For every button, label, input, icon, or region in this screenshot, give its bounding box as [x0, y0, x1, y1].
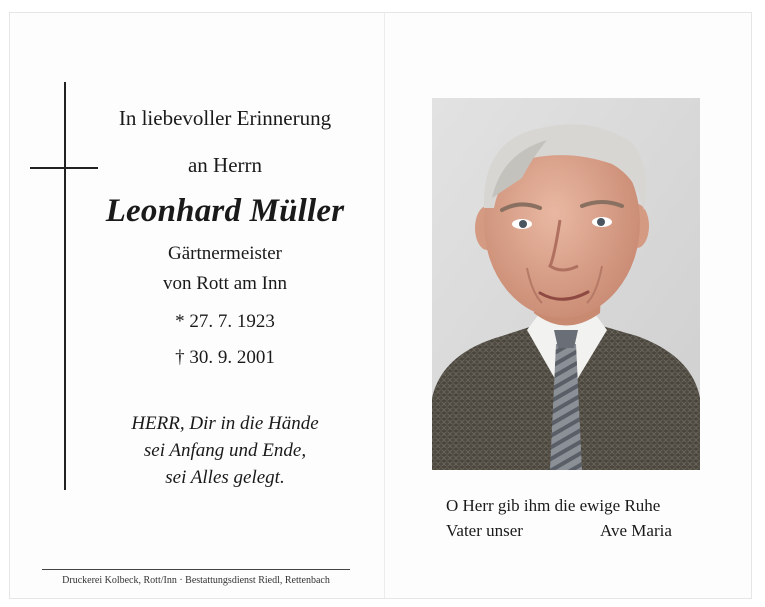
prayer-line: O Herr gib ihm die ewige Ruhe	[446, 496, 661, 515]
prayer-hail-mary: Ave Maria	[600, 521, 672, 540]
origin: von Rott am Inn	[162, 273, 288, 294]
death-date: † 30. 9. 2001	[175, 347, 275, 368]
printer-credit: Druckerei Kolbeck, Rott/Inn · Bestattungsdienst Riedl, Rettenbach	[62, 575, 330, 586]
portrait-photo	[432, 98, 700, 470]
deceased-name: Leonhard Müller	[105, 193, 345, 229]
prayer-our-father: Vater unser	[446, 521, 523, 540]
memorial-heading: In liebevoller Erinnerung	[118, 106, 332, 130]
card-fold	[384, 13, 385, 598]
verse-line: HERR, Dir in die Hände	[131, 413, 319, 434]
verse-line: sei Alles gelegt.	[165, 467, 285, 488]
occupation: Gärtnermeister	[168, 243, 282, 264]
salutation: an Herrn	[187, 153, 263, 177]
birth-date: * 27. 7. 1923	[175, 311, 275, 332]
footer-divider	[42, 569, 350, 570]
verse	[60, 410, 390, 491]
verse-line: sei Anfang und Ende,	[143, 440, 307, 461]
portrait-illustration	[432, 98, 700, 470]
